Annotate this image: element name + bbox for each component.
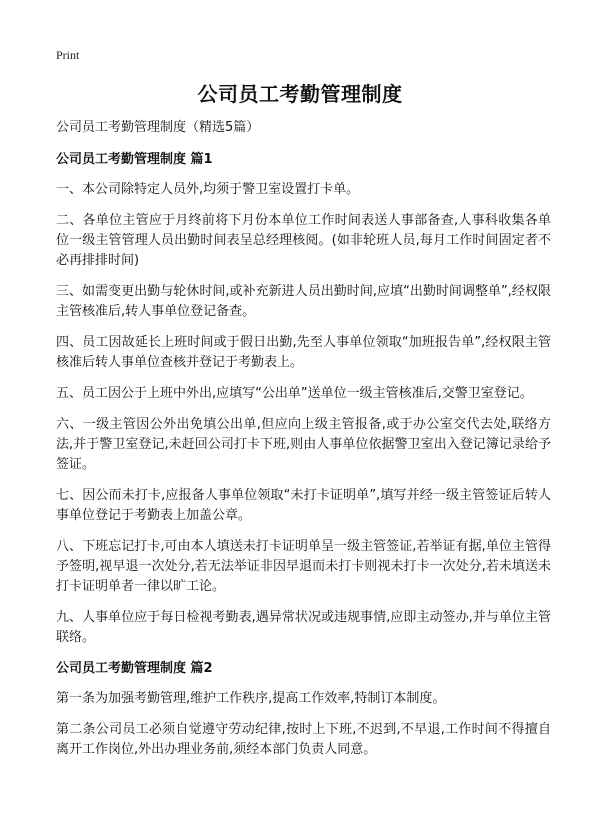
- paragraph: 五、员工因公于上班中外出,应填写“公出单”送单位一级主管核准后,交警卫室登记。: [56, 386, 533, 401]
- section-heading: 公司员工考勤管理制度 篇2: [56, 661, 213, 676]
- paragraph: 第二条公司员工必须自觉遵守劳动纪律,按时上下班,不迟到,不早退,工作时间不得擅自离开工作岗位,外出办理业务前,须经本部门负责人同意。: [56, 722, 551, 757]
- page-title: 公司员工考勤管理制度: [197, 82, 403, 106]
- section-heading: 公司员工考勤管理制度 篇1: [56, 152, 213, 167]
- paragraph: 四、员工因故延长上班时间或于假日出勤,先至人事单位领取“加班报告单”,经权限主管核准后转人事单位查核并登记于考勤表上。: [56, 335, 551, 370]
- paragraph: 七、因公而未打卡,应报备人事单位领取“未打卡证明单”,填写并经一级主管签证后转人事单位登记于考勤表上加盖公章。: [56, 488, 551, 523]
- section-1: [56, 150, 551, 648]
- paragraph: 三、如需变更出勤与轮休时间,或补充新进人员出勤时间,应填“出勤时间调整单”,经权限主管核准后,转人事单位登记备查。: [56, 284, 551, 319]
- document-subtitle: 公司员工考勤管理制度（精选5篇）: [56, 120, 260, 135]
- section-2: [56, 659, 551, 760]
- paragraph: 八、下班忘记打卡,可由本人填送未打卡证明单呈一级主管签证,若举证有据,单位主管得予签明,视早退一次处分,若无法举证非因早退而未打卡则视未打卡一次处分,若未填送未打卡证明单者一律以旷工论。: [56, 539, 551, 594]
- document-body: [56, 118, 551, 771]
- paragraph: 六、一级主管因公外出免填公出单,但应向上级主管报备,或于办公室交代去处,联络方法,并于警卫室登记,未赶回公司打卡下班,则由人事单位依据警卫室出入登记簿记录给予签证。: [56, 417, 551, 472]
- paragraph: 九、人事单位应于每日检视考勤表,遇异常状况或违规事情,应即主动签办,并与单位主管联络。: [56, 610, 551, 645]
- paragraph: 二、各单位主管应于月终前将下月份本单位工作时间表送人事部备查,人事科收集各单位一级主管管理人员出勤时间表呈总经理核阅。(如非轮班人员,每月工作时间固定者不必再排排时间): [56, 213, 551, 268]
- paragraph: 第一条为加强考勤管理,维护工作秩序,提高工作效率,特制订本制度。: [56, 691, 446, 706]
- print-link[interactable]: Print: [56, 48, 80, 62]
- paragraph: 一、本公司除特定人员外,均须于警卫室设置打卡单。: [56, 182, 360, 197]
